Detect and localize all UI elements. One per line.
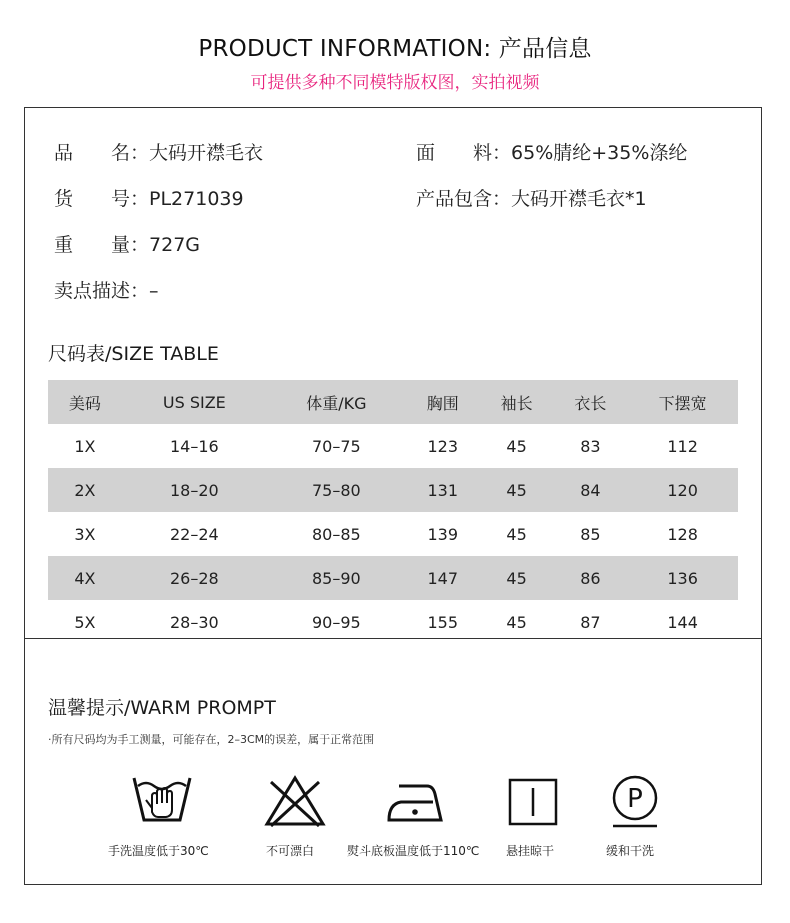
- size-table-title: 尺码表/SIZE TABLE: [48, 343, 219, 365]
- table-cell: 45: [506, 568, 527, 588]
- header-cell: 美码: [68, 393, 101, 413]
- care-label-iron: 熨斗底板温度低于110℃: [347, 844, 480, 858]
- header-cell: 体重/KG: [306, 393, 367, 413]
- table-cell: 1X: [74, 436, 96, 456]
- table-cell: 80–85: [311, 524, 361, 544]
- care-label-hand-wash: 手洗温度低于30℃: [108, 844, 209, 858]
- name-value: 大码开襟毛衣: [149, 142, 264, 164]
- header-cell: 下摆宽: [658, 393, 707, 413]
- table-cell: 123: [427, 436, 459, 456]
- svg-text:P: P: [627, 784, 643, 814]
- header-cell: US SIZE: [162, 392, 226, 412]
- info-name-row: [54, 138, 263, 165]
- table-cell: 144: [667, 612, 698, 632]
- table-cell: 26–28: [169, 568, 219, 588]
- table-cell: 136: [667, 568, 698, 588]
- care-dry-clean: [565, 772, 705, 830]
- table-cell: 45: [506, 524, 527, 544]
- table-cell: 87: [580, 612, 601, 632]
- table-cell: 3X: [74, 524, 96, 544]
- table-row: [48, 468, 738, 512]
- table-cell: 90–95: [311, 612, 361, 632]
- care-hand-wash: [92, 772, 232, 830]
- table-cell: 155: [427, 612, 459, 632]
- table-cell: 131: [427, 480, 459, 500]
- no-bleach-icon: [263, 772, 327, 830]
- info-selling-row: [54, 276, 159, 303]
- size-table: [48, 380, 738, 644]
- care-label-no-bleach: 不可漂白: [266, 844, 315, 858]
- table-cell: 120: [667, 480, 698, 500]
- care-label-dry-clean: 缓和干洗: [606, 844, 655, 858]
- table-row: [48, 512, 738, 556]
- table-cell: 45: [506, 612, 527, 632]
- selling-value: –: [149, 280, 159, 302]
- table-cell: 84: [580, 480, 601, 500]
- table-row: [48, 424, 738, 468]
- package-label: 产品包含：: [416, 188, 512, 210]
- table-cell: 75–80: [311, 480, 361, 500]
- material-value: 65%腈纶+35%涤纶: [511, 142, 688, 164]
- table-cell: 14–16: [169, 436, 219, 456]
- care-label-line-dry: 悬挂晾干: [506, 844, 555, 858]
- weight-value: 727G: [149, 234, 201, 256]
- table-cell: 45: [506, 436, 527, 456]
- table-cell: 45: [506, 480, 527, 500]
- warm-prompt-title: 温馨提示/WARM PROMPT: [48, 697, 276, 719]
- info-package-row: [416, 184, 647, 211]
- table-cell: 85: [580, 524, 601, 544]
- table-cell: 147: [427, 568, 459, 588]
- table-cell: 83: [580, 436, 601, 456]
- table-cell: 70–75: [311, 436, 361, 456]
- header-cell: 衣长: [574, 393, 607, 413]
- care-no-bleach: [225, 772, 365, 830]
- header-cell: 袖长: [500, 393, 533, 413]
- table-cell: 4X: [74, 568, 96, 588]
- header-cell: 胸围: [426, 393, 459, 413]
- table-cell: 18–20: [169, 480, 219, 500]
- table-cell: 128: [667, 524, 698, 544]
- info-sku-row: [54, 184, 244, 211]
- table-cell: 5X: [74, 612, 96, 632]
- weight-label: 重 量：: [54, 234, 150, 256]
- line-dry-icon: [501, 772, 565, 830]
- table-row: [48, 600, 738, 644]
- table-cell: 28–30: [169, 612, 219, 632]
- info-material-row: [416, 138, 687, 165]
- selling-label: 卖点描述：: [54, 280, 150, 302]
- name-label: 品 名：: [54, 142, 150, 164]
- table-row: [48, 556, 738, 600]
- material-label: 面 料：: [416, 142, 512, 164]
- table-cell: 86: [580, 568, 601, 588]
- table-cell: 112: [667, 436, 698, 456]
- info-weight-row: [54, 230, 200, 257]
- measurement-note: ·所有尺码均为手工测量，可能存在，2–3CM的误差，属于正常范围: [48, 733, 375, 746]
- hand-wash-icon: [130, 772, 194, 830]
- dry-clean-p-icon: [603, 772, 667, 830]
- sku-label: 货 号：: [54, 188, 150, 210]
- table-cell: 2X: [74, 480, 96, 500]
- iron-low-icon: [383, 772, 447, 830]
- sku-value: PL271039: [149, 188, 244, 210]
- table-cell: 22–24: [169, 524, 219, 544]
- table-cell: 139: [427, 524, 459, 544]
- table-cell: 85–90: [311, 568, 361, 588]
- size-table-header-row: [48, 380, 738, 424]
- page-subtitle: 可提供多种不同模特版权图，实拍视频: [250, 73, 540, 93]
- page-title: PRODUCT INFORMATION: 产品信息: [198, 36, 592, 62]
- package-value: 大码开襟毛衣*1: [511, 188, 647, 210]
